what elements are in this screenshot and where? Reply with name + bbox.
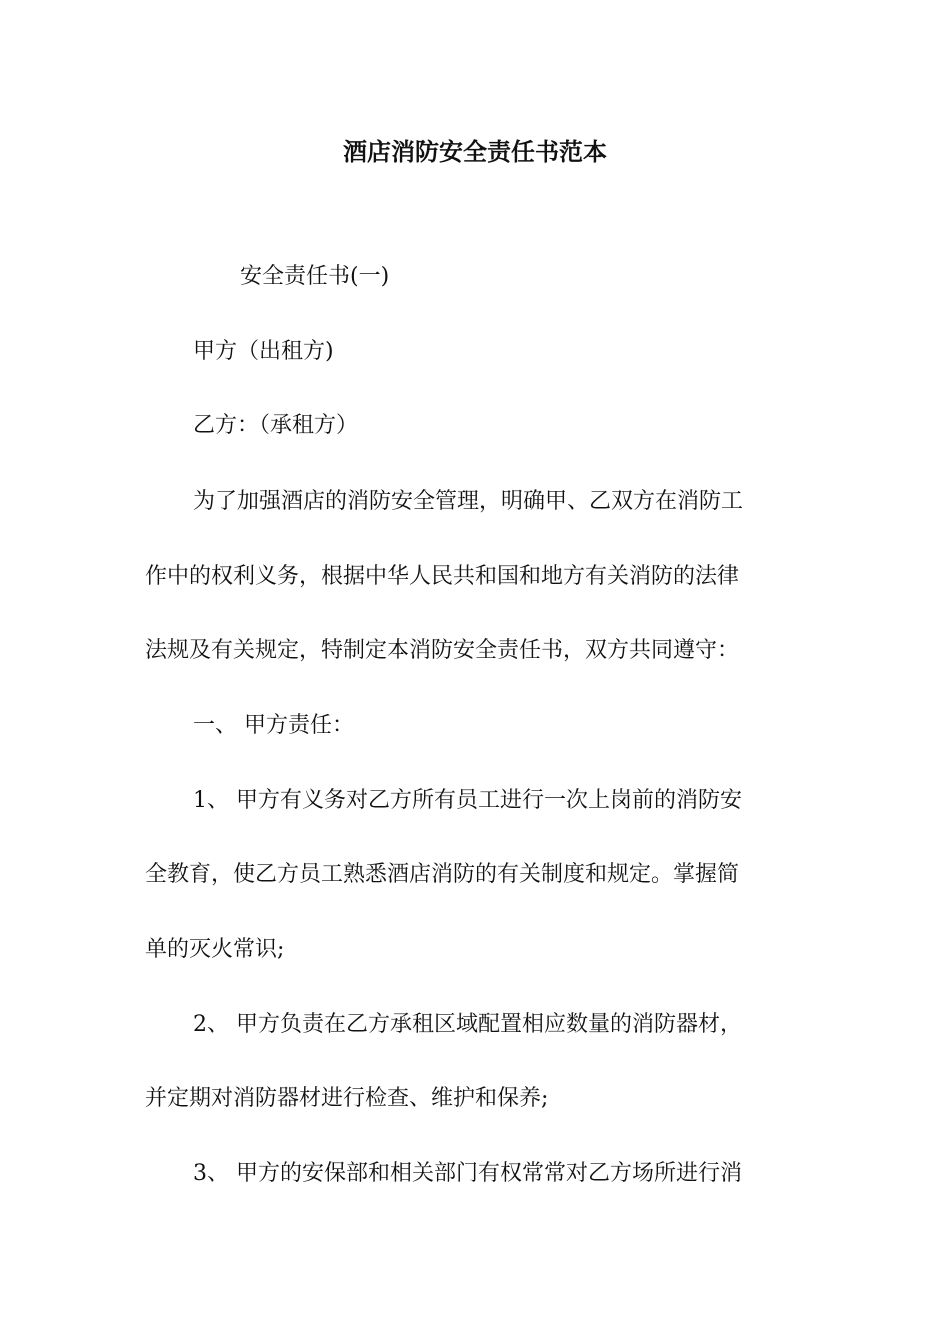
section-heading: 安全责任书(一) — [240, 264, 390, 289]
document-title: 酒店消防安全责任书范本 — [343, 137, 607, 166]
party-b-line: 乙方：（承租方） — [193, 413, 359, 438]
paragraph-line: 全教育，使乙方员工熟悉酒店消防的有关制度和规定。掌握简 — [145, 862, 740, 887]
paragraph-line: 单的灭火常识; — [145, 937, 285, 962]
clause-heading: 一、 甲方责任： — [193, 713, 354, 738]
paragraph-line: 为了加强酒店的消防安全管理，明确甲、乙双方在消防工 — [193, 489, 744, 514]
paragraph-line: 2、 甲方负责在乙方承租区域配置相应数量的消防器材， — [193, 1012, 742, 1037]
paragraph-line: 1、 甲方有义务对乙方所有员工进行一次上岗前的消防安 — [193, 788, 742, 813]
paragraph-line: 并定期对消防器材进行检查、维护和保养; — [145, 1086, 549, 1111]
paragraph-line: 3、 甲方的安保部和相关部门有权常常对乙方场所进行消 — [193, 1161, 742, 1186]
paragraph-line: 作中的权利义务，根据中华人民共和国和地方有关消防的法律 — [145, 564, 740, 589]
paragraph-line: 法规及有关规定，特制定本消防安全责任书，双方共同遵守： — [145, 638, 740, 663]
party-a-line: 甲方（出租方) — [193, 339, 334, 364]
